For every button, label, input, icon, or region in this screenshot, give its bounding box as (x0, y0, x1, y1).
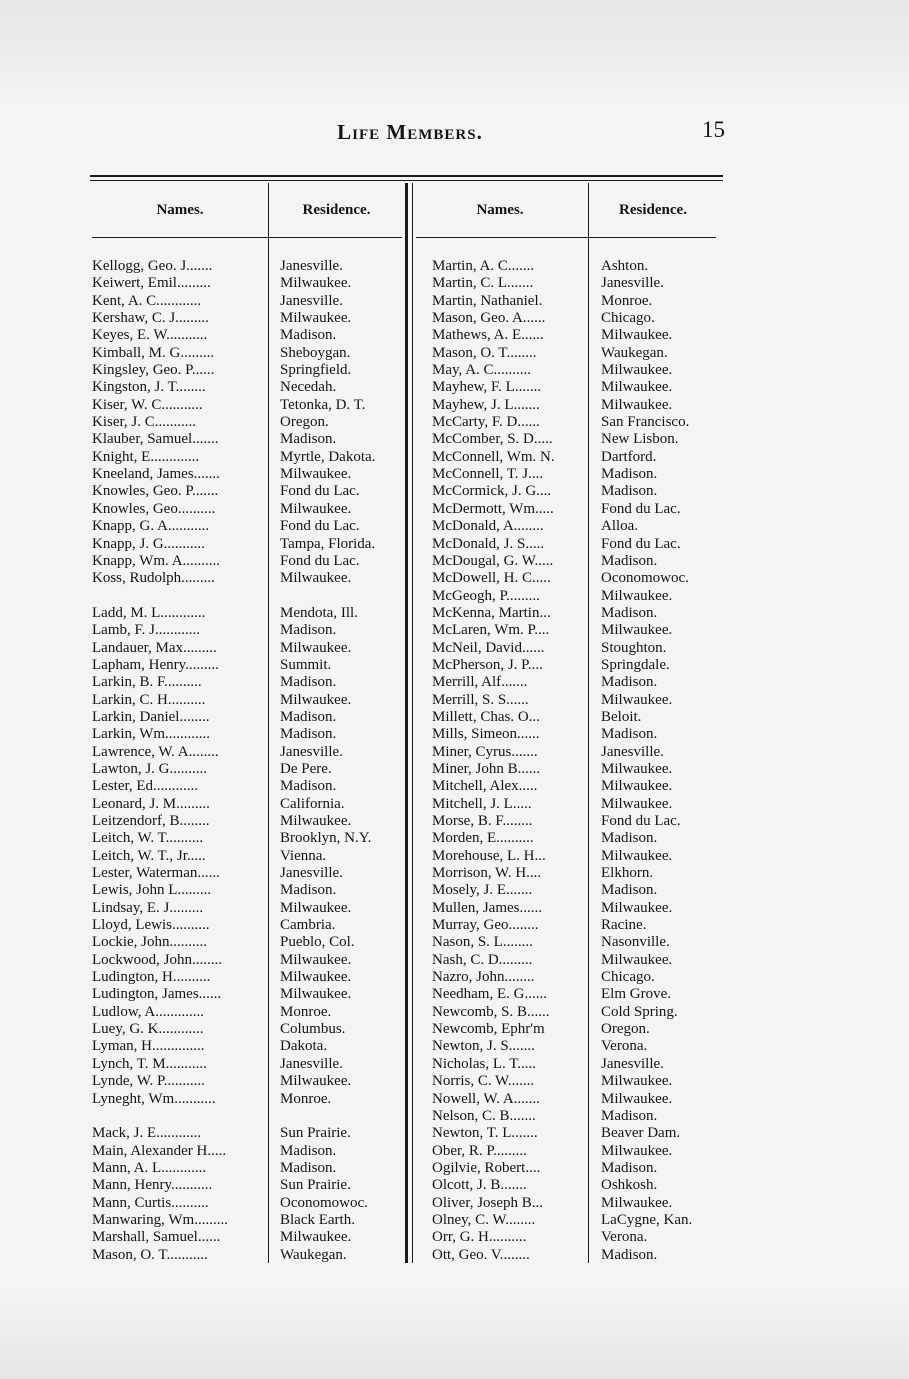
list-item: Madison. (280, 708, 337, 725)
list-item: Lawrence, W. A........ (92, 743, 219, 760)
scan-bottom-shading (0, 1289, 909, 1379)
names-column-right (432, 258, 588, 1264)
list-item: Springdale. (601, 656, 670, 673)
list-item: Martin, C. L....... (432, 275, 534, 292)
list-item: Leitch, W. T.......... (92, 830, 204, 847)
list-item: Waukegan. (280, 1246, 347, 1263)
list-item: Pueblo, Col. (280, 934, 355, 951)
list-item: Keyes, E. W........... (92, 327, 208, 344)
list-item: Larkin, B. F.......... (92, 674, 202, 691)
list-item: Martin, A. C....... (432, 258, 535, 274)
list-item: Brooklyn, N.Y. (280, 830, 372, 847)
list-item: Janesville. (280, 1055, 343, 1072)
list-item: McDermott, Wm..... (432, 500, 554, 517)
list-item: Tampa, Florida. (280, 535, 376, 552)
list-item: Lester, Waterman...... (92, 865, 220, 882)
list-item: Merrill, S. S...... (432, 691, 529, 708)
list-item: Milwaukee. (280, 899, 352, 916)
list-item: Beloit. (601, 708, 642, 725)
list-item: Elkhorn. (601, 865, 654, 882)
list-item: Mann, Henry........... (92, 1177, 213, 1194)
list-item: Janesville. (601, 275, 664, 292)
list-item: Milwaukee. (280, 1073, 352, 1090)
list-item: San Francisco. (601, 414, 690, 431)
list-item: Knowles, Geo. P....... (92, 483, 219, 500)
list-item: LaCygne, Kan. (601, 1211, 693, 1228)
list-item: Beaver Dam. (601, 1125, 681, 1142)
list-item: De Pere. (280, 760, 332, 777)
list-item: Martin, Nathaniel. (432, 292, 543, 309)
list-item: Morse, B. F........ (432, 813, 533, 829)
list-item: Kent, A. C............ (92, 292, 202, 309)
list-item: Oconomowoc. (601, 570, 689, 587)
list-item: Kershaw, C. J......... (92, 310, 209, 327)
list-item: Milwaukee. (601, 622, 673, 639)
list-item (92, 1108, 266, 1125)
list-item: McCormick, J. G.... (432, 483, 552, 500)
header-residence-left: Residence. (302, 202, 371, 218)
list-item: Ober, R. P......... (432, 1142, 527, 1159)
list-item: Mosely, J. E....... (432, 882, 533, 899)
list-item: Lockwood, John........ (92, 951, 222, 968)
list-item: Knight, E............. (92, 448, 200, 465)
list-item: Fond du Lac. (601, 535, 681, 552)
list-item: Needham, E. G...... (432, 986, 547, 1003)
list-item: Lawton, J. G.......... (92, 760, 207, 777)
list-item: Klauber, Samuel....... (92, 431, 219, 448)
header-names-left: Names. (156, 202, 204, 218)
list-item: Mitchell, J. L..... (432, 795, 532, 812)
list-item: Milwaukee. (280, 275, 352, 292)
list-item: Milwaukee. (280, 986, 352, 1003)
list-item (92, 588, 266, 605)
list-item: Janesville. (601, 1055, 664, 1072)
list-item: Fond du Lac. (601, 813, 681, 829)
list-item: McDougal, G. W..... (432, 552, 554, 569)
list-item: Madison. (280, 1142, 337, 1159)
list-item: Mathews, A. E...... (432, 327, 544, 344)
list-item: Milwaukee. (280, 1229, 352, 1246)
list-item: Madison. (601, 726, 658, 743)
list-item: Janesville. (280, 743, 343, 760)
list-item: McNeil, David...... (432, 639, 545, 656)
list-item: Mayhew, J. L....... (432, 396, 540, 413)
list-item: Newton, T. L....... (432, 1125, 538, 1142)
list-item: Morden, E.......... (432, 830, 534, 847)
list-item: Milwaukee. (601, 899, 673, 916)
list-item: Kneeland, James....... (92, 466, 220, 483)
list-item: Madison. (601, 604, 658, 621)
list-item: Mayhew, F. L....... (432, 379, 542, 396)
list-item: Merrill, Alf....... (432, 674, 528, 691)
list-item: Milwaukee. (280, 310, 352, 327)
list-item: Oliver, Joseph B... (432, 1194, 544, 1211)
list-item: Milwaukee. (601, 396, 673, 413)
list-item: Milwaukee. (280, 466, 352, 483)
list-item: California. (280, 795, 345, 812)
page-number: 15 (702, 117, 725, 142)
list-item: Springfield. (280, 362, 352, 379)
list-item: Lindsay, E. J......... (92, 899, 204, 916)
list-item: Madison. (601, 552, 658, 569)
list-item: Sheboygan. (280, 344, 351, 361)
list-item: Milwaukee. (601, 1142, 673, 1159)
list-item: Milwaukee. (601, 691, 673, 708)
list-item: Verona. (601, 1229, 648, 1246)
list-item: Lewis, John L......... (92, 882, 212, 899)
list-item: Vienna. (280, 847, 327, 864)
list-item: Waukegan. (601, 344, 668, 361)
scan-top-shading (0, 0, 909, 110)
list-item: Mann, A. L............ (92, 1159, 207, 1176)
list-item: Keiwert, Emil......... (92, 275, 211, 292)
list-item: Myrtle, Dakota. (280, 448, 376, 465)
list-item: Millett, Chas. O... (432, 708, 540, 725)
list-item: Stoughton. (601, 639, 667, 656)
list-item: Oshkosh. (601, 1177, 658, 1194)
list-item: Madison. (280, 778, 337, 795)
list-item: McGeogh, P......... (432, 587, 540, 604)
list-item: Lockie, John.......... (92, 934, 207, 951)
list-item: Elm Grove. (601, 986, 671, 1003)
list-item: Tetonka, D. T. (280, 396, 366, 413)
list-item: Leonard, J. M......... (92, 795, 210, 812)
column-divider (588, 183, 589, 1263)
list-item: Kiser, W. C........... (92, 396, 203, 413)
list-item: Milwaukee. (601, 379, 673, 396)
list-item: Mann, Curtis.......... (92, 1194, 209, 1211)
list-item: Kingsley, Geo. P...... (92, 362, 215, 379)
list-item: Verona. (601, 1038, 648, 1055)
list-item: Chicago. (601, 969, 655, 986)
list-item: Summit. (280, 656, 332, 673)
list-item: Mason, Geo. A...... (432, 310, 546, 327)
list-item: Nasonville. (601, 934, 670, 951)
list-item: Milwaukee. (280, 969, 352, 986)
list-item: Landauer, Max......... (92, 639, 217, 656)
list-item: Nowell, W. A....... (432, 1090, 540, 1107)
list-item: Janesville. (601, 743, 664, 760)
list-item: Nash, C. D......... (432, 951, 533, 968)
list-item: Kiser, J. C........... (92, 414, 196, 431)
list-item: Morehouse, L. H... (432, 847, 546, 864)
list-item: Monroe. (601, 292, 653, 309)
list-item: Ludington, H.......... (92, 969, 211, 986)
list-item: Cambria. (280, 917, 336, 934)
list-item: McConnell, Wm. N. (432, 448, 555, 465)
list-item: Madison. (601, 1107, 658, 1124)
list-item: Milwaukee. (280, 639, 352, 656)
list-item: McDonald, A........ (432, 518, 544, 535)
list-item: Madison. (280, 327, 337, 344)
list-item: Lynde, W. P........... (92, 1073, 205, 1090)
list-item: Main, Alexander H..... (92, 1142, 227, 1159)
list-item: Knapp, G. A........... (92, 518, 210, 535)
header-residence-right: Residence. (619, 202, 687, 218)
list-item: Madison. (601, 1246, 658, 1263)
list-item: Murray, Geo........ (432, 917, 539, 934)
list-item: Milwaukee. (601, 1090, 673, 1107)
list-item: Lloyd, Lewis.......... (92, 917, 210, 934)
list-item: Madison. (280, 726, 337, 743)
header-names-right: Names. (476, 202, 524, 218)
list-item: Leitzendorf, B........ (92, 813, 210, 829)
list-item: Olcott, J. B....... (432, 1177, 527, 1194)
list-item: Nazro, John........ (432, 969, 535, 986)
column-divider (268, 183, 269, 1263)
list-item: Milwaukee. (280, 951, 352, 968)
list-item: Ladd, M. L............ (92, 604, 206, 621)
list-item: Mason, O. T........... (92, 1246, 208, 1263)
list-item: Monroe. (280, 1090, 332, 1107)
list-item: McPherson, J. P.... (432, 656, 543, 673)
list-item: Lester, Ed............ (92, 778, 199, 795)
list-item: Knapp, Wm. A.......... (92, 552, 221, 569)
list-item: Koss, Rudolph......... (92, 570, 215, 587)
list-item: Newton, J. S....... (432, 1038, 535, 1055)
list-item: Mendota, Ill. (280, 604, 358, 621)
list-item: Newcomb, S. B...... (432, 1003, 550, 1020)
list-item: Monroe. (280, 1003, 332, 1020)
list-item (280, 1108, 406, 1125)
list-item: Madison. (601, 830, 658, 847)
list-item: Janesville. (280, 865, 343, 882)
list-item: Fond du Lac. (601, 500, 681, 517)
list-item: Mitchell, Alex..... (432, 778, 538, 795)
list-item: McConnell, T. J.... (432, 466, 544, 483)
list-item: Oconomowoc. (280, 1194, 368, 1211)
list-item: Kellogg, Geo. J....... (92, 258, 213, 274)
list-item: Knowles, Geo.......... (92, 500, 216, 517)
list-item: Nason, S. L........ (432, 934, 533, 951)
list-item: Dartford. (601, 448, 657, 465)
list-item: Madison. (601, 1159, 658, 1176)
list-item: Knapp, J. G........... (92, 535, 205, 552)
list-item: Leitch, W. T., Jr..... (92, 847, 206, 864)
list-item: Manwaring, Wm......... (92, 1211, 228, 1228)
list-item: Olney, C. W........ (432, 1211, 536, 1228)
list-item: Ogilvie, Robert.... (432, 1159, 541, 1176)
list-item: Milwaukee. (280, 500, 352, 517)
list-item: Madison. (280, 674, 337, 691)
list-item: Ludlow, A............. (92, 1003, 204, 1020)
list-item: Milwaukee. (601, 951, 673, 968)
list-item: Nicholas, L. T..... (432, 1055, 537, 1072)
list-item: Morrison, W. H.... (432, 865, 542, 882)
list-item: Milwaukee. (280, 813, 352, 829)
list-item: Lyneght, Wm........... (92, 1090, 216, 1107)
list-item: McDowell, H. C..... (432, 570, 551, 587)
list-item: Miner, John B...... (432, 760, 541, 777)
list-item: Orr, G. H.......... (432, 1229, 527, 1246)
page-title: Life Members. (337, 120, 483, 144)
list-item: Fond du Lac. (280, 518, 360, 535)
list-item: May, A. C.......... (432, 362, 532, 379)
list-item: Sun Prairie. (280, 1125, 351, 1142)
residence-column-right (601, 258, 731, 1264)
list-item: Madison. (601, 882, 658, 899)
list-item: Oregon. (601, 1021, 650, 1038)
list-item: Oregon. (280, 414, 329, 431)
list-item: McDonald, J. S..... (432, 535, 545, 552)
list-item: Ludington, James...... (92, 986, 222, 1003)
list-item: Madison. (280, 431, 337, 448)
list-item: Black Earth. (280, 1211, 355, 1228)
names-column-left (92, 258, 266, 1264)
list-item: Sun Prairie. (280, 1177, 351, 1194)
list-item: McCarty, F. D...... (432, 414, 540, 431)
center-divider-thin (412, 183, 413, 1263)
list-item: Madison. (601, 483, 658, 500)
list-item: Mullen, James...... (432, 899, 542, 916)
list-item: Mills, Simeon...... (432, 726, 540, 743)
list-item: Marshall, Samuel...... (92, 1229, 221, 1246)
list-item: Ashton. (601, 258, 649, 274)
list-item: Mason, O. T........ (432, 344, 537, 361)
list-item: Milwaukee. (601, 795, 673, 812)
list-item: Madison. (280, 1159, 337, 1176)
list-item: Newcomb, Ephr'm (432, 1021, 545, 1038)
list-item: Milwaukee. (601, 1073, 673, 1090)
list-item: Nelson, C. B....... (432, 1107, 536, 1124)
list-item: Larkin, C. H.......... (92, 691, 206, 708)
list-item: Madison. (280, 882, 337, 899)
list-item: Fond du Lac. (280, 552, 360, 569)
list-item: Lynch, T. M........... (92, 1055, 207, 1072)
list-item: Luey, G. K............ (92, 1021, 204, 1038)
list-item (280, 588, 406, 605)
list-item: Milwaukee. (601, 778, 673, 795)
list-item: Lyman, H.............. (92, 1038, 205, 1055)
list-item: Alloa. (601, 518, 639, 535)
list-item: Lamb, F. J............ (92, 622, 200, 639)
list-item: Milwaukee. (280, 691, 352, 708)
list-item: Fond du Lac. (280, 483, 360, 500)
list-item: Ott, Geo. V........ (432, 1246, 530, 1263)
list-item: Madison. (280, 622, 337, 639)
list-item: Milwaukee. (601, 327, 673, 344)
list-item: Janesville. (280, 258, 343, 274)
list-item: McLaren, Wm. P.... (432, 622, 550, 639)
list-item: Larkin, Wm............ (92, 726, 211, 743)
header-rule-right (416, 237, 716, 238)
list-item: Janesville. (280, 292, 343, 309)
list-item: Milwaukee. (601, 587, 673, 604)
list-item: Milwaukee. (601, 1194, 673, 1211)
top-rule-thin (90, 180, 723, 181)
list-item: New Lisbon. (601, 431, 679, 448)
list-item: Mack, J. E............ (92, 1125, 202, 1142)
list-item: Kingston, J. T........ (92, 379, 206, 396)
list-item: Columbus. (280, 1021, 346, 1038)
list-item: Miner, Cyrus....... (432, 743, 538, 760)
list-item: Lapham, Henry......... (92, 656, 219, 673)
list-item: McComber, S. D..... (432, 431, 553, 448)
list-item: Kimball, M. G......... (92, 344, 215, 361)
list-item: Milwaukee. (601, 760, 673, 777)
list-item: Larkin, Daniel........ (92, 708, 210, 725)
header-rule-left (92, 237, 402, 238)
list-item: Necedah. (280, 379, 337, 396)
list-item: Racine. (601, 917, 647, 934)
list-item: Madison. (601, 674, 658, 691)
top-rule (90, 175, 723, 177)
list-item: McKenna, Martin... (432, 604, 551, 621)
list-item: Dakota. (280, 1038, 328, 1055)
list-item: Milwaukee. (601, 362, 673, 379)
list-item: Cold Spring. (601, 1003, 678, 1020)
list-item: Madison. (601, 466, 658, 483)
list-item: Milwaukee. (280, 570, 352, 587)
list-item: Norris, C. W....... (432, 1073, 535, 1090)
residence-column-left (280, 258, 406, 1264)
list-item: Chicago. (601, 310, 655, 327)
list-item: Milwaukee. (601, 847, 673, 864)
